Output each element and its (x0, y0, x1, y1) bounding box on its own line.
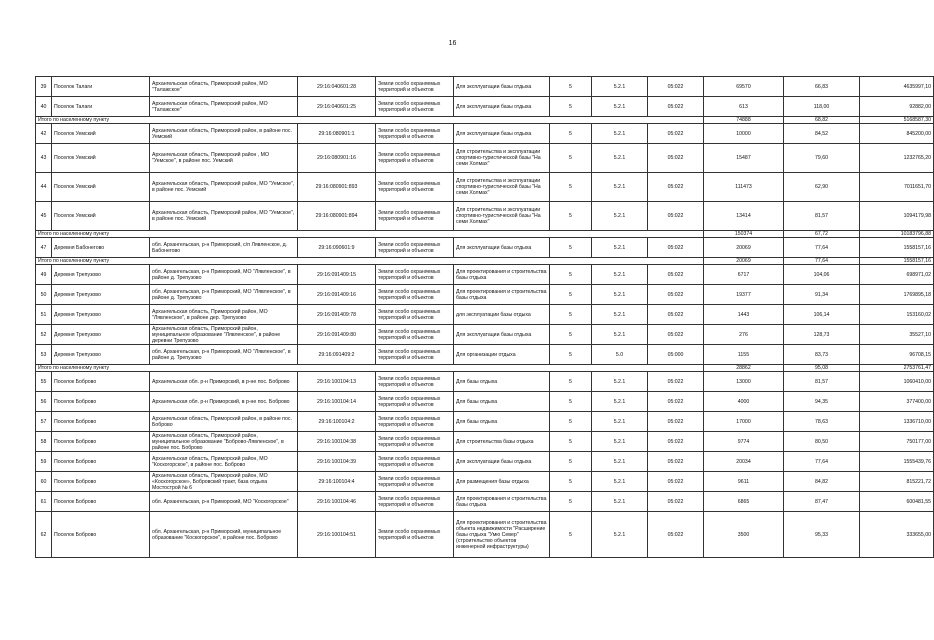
land-category-cell: Земли особо охраняемых территорий и объектов (376, 412, 454, 432)
land-category-cell: Земли особо охраняемых территорий и объектов (376, 325, 454, 345)
row-number-cell: 53 (36, 345, 52, 365)
cadastral-value-cell: 96708,15 (860, 345, 934, 365)
specific-value-cell: 106,14 (784, 305, 860, 325)
row-number-cell: 58 (36, 432, 52, 452)
cadastral-value-cell: 1555439,76 (860, 452, 934, 472)
land-category-cell: Земли особо охраняемых территорий и объектов (376, 202, 454, 231)
row-number-cell: 55 (36, 372, 52, 392)
row-number-cell: 45 (36, 202, 52, 231)
address-cell: обл. Архангельская, р-н Приморский, МО "Лявленское", в районе д. Трепузово (150, 285, 298, 305)
table-row (36, 238, 934, 258)
area-cell: 13414 (704, 202, 784, 231)
cadastral-number-cell: 29:16:100104:39 (298, 452, 376, 472)
area-cell: 20034 (704, 452, 784, 472)
code-cell: 5.2.1 (592, 202, 648, 231)
row-number-cell: 57 (36, 412, 52, 432)
row-number-cell: 51 (36, 305, 52, 325)
area-cell: 613 (704, 97, 784, 117)
cadastral-value-cell: 377400,00 (860, 392, 934, 412)
group-cell: 5 (550, 285, 592, 305)
specific-value-cell: 81,57 (784, 202, 860, 231)
subgroup-cell: 05:022 (648, 432, 704, 452)
settlement-cell: Деревня Трепузово (52, 345, 150, 365)
code-cell: 5.2.1 (592, 372, 648, 392)
row-number-cell: 39 (36, 77, 52, 97)
subtotal-cadastral-value: 2753761,47 (860, 365, 934, 372)
address-cell: обл. Архангельская, р-н Приморский, с/п Лявленское, д. Бабонегово (150, 238, 298, 258)
specific-value-cell: 84,82 (784, 472, 860, 492)
table-row (36, 452, 934, 472)
area-cell: 111473 (704, 173, 784, 202)
group-cell: 5 (550, 345, 592, 365)
land-category-cell: Земли особо охраняемых территорий и объектов (376, 97, 454, 117)
row-number-cell: 44 (36, 173, 52, 202)
cadastral-value-cell: 153160,02 (860, 305, 934, 325)
group-cell: 5 (550, 238, 592, 258)
code-cell: 5.2.1 (592, 325, 648, 345)
cadastral-number-cell: 29:16:091409:78 (298, 305, 376, 325)
table-row (36, 345, 934, 365)
cadastral-number-cell: 29:16:080901:894 (298, 202, 376, 231)
cadastral-value-cell: 92882,00 (860, 97, 934, 117)
land-category-cell: Земли особо охраняемых территорий и объектов (376, 512, 454, 558)
address-cell: Архангельская область, Приморский район, МО "Коскогорское", в районе пос. Боброво (150, 452, 298, 472)
settlement-cell: Поселок Уемский (52, 124, 150, 144)
permitted-use-cell: Для эксплуатации базы отдыха (454, 452, 550, 472)
subtotal-specific-value: 95,08 (784, 365, 860, 372)
code-cell: 5.2.1 (592, 97, 648, 117)
cadastral-number-cell: 29:16:091409:80 (298, 325, 376, 345)
subgroup-cell: 05:022 (648, 452, 704, 472)
code-cell: 5.0 (592, 345, 648, 365)
group-cell: 5 (550, 512, 592, 558)
cadastral-table (35, 76, 934, 558)
cadastral-value-cell: 815221,72 (860, 472, 934, 492)
table-row (36, 305, 934, 325)
land-category-cell: Земли особо охраняемых территорий и объектов (376, 372, 454, 392)
subtotal-row (36, 365, 934, 372)
land-category-cell: Земли особо охраняемых территорий и объектов (376, 144, 454, 173)
subgroup-cell: 05:022 (648, 305, 704, 325)
subtotal-area: 74888 (704, 117, 784, 124)
group-cell: 5 (550, 144, 592, 173)
cadastral-value-cell: 698971,02 (860, 265, 934, 285)
permitted-use-cell: Для проектирования и строительства базы отдыха (454, 492, 550, 512)
subtotal-cadastral-value: 1558157,16 (860, 258, 934, 265)
settlement-cell: Деревня Трепузово (52, 265, 150, 285)
permitted-use-cell: Для эксплуатации базы отдыха (454, 97, 550, 117)
address-cell: Архангельская область, Приморский район, в районе пос. Уемский (150, 124, 298, 144)
land-category-cell: Земли особо охраняемых территорий и объектов (376, 392, 454, 412)
area-cell: 1443 (704, 305, 784, 325)
settlement-cell: Поселок Боброво (52, 372, 150, 392)
cadastral-value-cell: 750177,00 (860, 432, 934, 452)
subtotal-cadastral-value: 5168587,30 (860, 117, 934, 124)
permitted-use-cell: Для базы отдыха (454, 392, 550, 412)
subgroup-cell: 05:022 (648, 372, 704, 392)
table-row (36, 372, 934, 392)
cadastral-value-cell: 1336710,00 (860, 412, 934, 432)
cadastral-value-cell: 1558157,16 (860, 238, 934, 258)
subtotal-row (36, 231, 934, 238)
settlement-cell: Поселок Талаги (52, 77, 150, 97)
settlement-cell: Поселок Боброво (52, 412, 150, 432)
settlement-cell: Поселок Боброво (52, 512, 150, 558)
settlement-cell: Деревня Трепузово (52, 285, 150, 305)
row-number-cell: 40 (36, 97, 52, 117)
table-row (36, 97, 934, 117)
specific-value-cell: 84,52 (784, 124, 860, 144)
table-row (36, 412, 934, 432)
code-cell: 5.2.1 (592, 492, 648, 512)
code-cell: 5.2.1 (592, 285, 648, 305)
land-category-cell: Земли особо охраняемых территорий и объектов (376, 492, 454, 512)
cadastral-number-cell: 29:16:080901:1 (298, 124, 376, 144)
permitted-use-cell: Для размещения базы отдыха (454, 472, 550, 492)
code-cell: 5.2.1 (592, 173, 648, 202)
address-cell: Архангельская область, Приморский район, муниципальное образование "Лявленское", в районе деревни Трепузово (150, 325, 298, 345)
subgroup-cell: 05:022 (648, 285, 704, 305)
group-cell: 5 (550, 305, 592, 325)
specific-value-cell: 66,83 (784, 77, 860, 97)
subgroup-cell: 05:022 (648, 472, 704, 492)
table-row (36, 492, 934, 512)
group-cell: 5 (550, 77, 592, 97)
subgroup-cell: 05:022 (648, 492, 704, 512)
area-cell: 15487 (704, 144, 784, 173)
subtotal-area: 20069 (704, 258, 784, 265)
specific-value-cell: 94,35 (784, 392, 860, 412)
group-cell: 5 (550, 124, 592, 144)
subtotal-specific-value: 68,82 (784, 117, 860, 124)
cadastral-value-cell: 1094179,98 (860, 202, 934, 231)
specific-value-cell: 77,64 (784, 238, 860, 258)
land-category-cell: Земли особо охраняемых территорий и объектов (376, 124, 454, 144)
cadastral-value-cell: 1060410,00 (860, 372, 934, 392)
cadastral-number-cell: 29:16:100104:13 (298, 372, 376, 392)
settlement-cell: Поселок Боброво (52, 472, 150, 492)
subtotal-area: 150374 (704, 231, 784, 238)
permitted-use-cell: Для строительства и эксплуатации спортивно-туристической базы "На семи Холмах" (454, 144, 550, 173)
row-number-cell: 49 (36, 265, 52, 285)
table-row (36, 512, 934, 558)
cadastral-number-cell: 29:16:040601:28 (298, 77, 376, 97)
table-row (36, 325, 934, 345)
cadastral-number-cell: 29:16:100104:2 (298, 412, 376, 432)
row-number-cell: 56 (36, 392, 52, 412)
cadastral-value-cell: 35527,10 (860, 325, 934, 345)
table-row (36, 77, 934, 97)
settlement-cell: Поселок Талаги (52, 97, 150, 117)
row-number-cell: 59 (36, 452, 52, 472)
permitted-use-cell: Для базы отдыха (454, 412, 550, 432)
area-cell: 9611 (704, 472, 784, 492)
subgroup-cell: 05:022 (648, 412, 704, 432)
cadastral-number-cell: 29:16:100104:38 (298, 432, 376, 452)
table-row (36, 432, 934, 452)
land-category-cell: Земли особо охраняемых территорий и объектов (376, 305, 454, 325)
area-cell: 3500 (704, 512, 784, 558)
permitted-use-cell: Для эксплуатации базы отдыха (454, 124, 550, 144)
subgroup-cell: 05:022 (648, 144, 704, 173)
permitted-use-cell: Для строительства и эксплуатации спортивно-туристической базы "На семи Холмах" (454, 202, 550, 231)
address-cell: Архангельская область, Приморский район, МО "Уемское", в районе пос. Уемский (150, 202, 298, 231)
address-cell: Архангельская область, Приморский район , МО "Уемское", в районе пос. Уемский (150, 144, 298, 173)
row-number-cell: 50 (36, 285, 52, 305)
cadastral-value-cell: 600481,55 (860, 492, 934, 512)
group-cell: 5 (550, 412, 592, 432)
subgroup-cell: 05:022 (648, 392, 704, 412)
cadastral-value-cell: 845200,00 (860, 124, 934, 144)
cadastral-number-cell: 29:16:091409:15 (298, 265, 376, 285)
specific-value-cell: 87,47 (784, 492, 860, 512)
code-cell: 5.2.1 (592, 392, 648, 412)
specific-value-cell: 128,73 (784, 325, 860, 345)
address-cell: Архангельская обл. р-н Приморский, в р-не пос. Боброво (150, 392, 298, 412)
area-cell: 20069 (704, 238, 784, 258)
cadastral-value-cell: 7011651,70 (860, 173, 934, 202)
land-category-cell: Земли особо охраняемых территорий и объектов (376, 472, 454, 492)
permitted-use-cell: Для эксплуатации базы отдыха (454, 325, 550, 345)
subgroup-cell: 05:022 (648, 202, 704, 231)
area-cell: 17000 (704, 412, 784, 432)
group-cell: 5 (550, 202, 592, 231)
permitted-use-cell: Для организации отдыха (454, 345, 550, 365)
land-category-cell: Земли особо охраняемых территорий и объектов (376, 77, 454, 97)
address-cell: Архангельская область, Приморский район, в районе пос. Боброво (150, 412, 298, 432)
table-row (36, 173, 934, 202)
address-cell: обл. Архангельская, р-н Приморский, МО "Лявленское", в районе д. Трепузово (150, 345, 298, 365)
specific-value-cell: 83,73 (784, 345, 860, 365)
permitted-use-cell: Для проектирования и строительства базы отдыха (454, 265, 550, 285)
subgroup-cell: 05:022 (648, 325, 704, 345)
cadastral-number-cell: 29:16:091409:16 (298, 285, 376, 305)
area-cell: 276 (704, 325, 784, 345)
land-category-cell: Земли особо охраняемых территорий и объектов (376, 285, 454, 305)
subtotal-area: 28862 (704, 365, 784, 372)
specific-value-cell: 62,90 (784, 173, 860, 202)
group-cell: 5 (550, 432, 592, 452)
subtotal-row (36, 258, 934, 265)
cadastral-number-cell: 29:16:100104:46 (298, 492, 376, 512)
code-cell: 5.2.1 (592, 144, 648, 173)
table-row (36, 124, 934, 144)
group-cell: 5 (550, 472, 592, 492)
specific-value-cell: 79,60 (784, 144, 860, 173)
address-cell: Архангельская обл. р-н Приморский, в р-не пос. Боброво (150, 372, 298, 392)
subgroup-cell: 05:022 (648, 512, 704, 558)
group-cell: 5 (550, 173, 592, 202)
permitted-use-cell: Для эксплуатации базы отдыха (454, 238, 550, 258)
code-cell: 5.2.1 (592, 472, 648, 492)
cadastral-number-cell: 29:16:100104:51 (298, 512, 376, 558)
settlement-cell: Поселок Боброво (52, 432, 150, 452)
land-category-cell: Земли особо охраняемых территорий и объектов (376, 265, 454, 285)
cadastral-value-cell: 1232765,20 (860, 144, 934, 173)
settlement-cell: Поселок Боброво (52, 392, 150, 412)
area-cell: 19377 (704, 285, 784, 305)
settlement-cell: Деревня Трепузово (52, 325, 150, 345)
specific-value-cell: 118,00 (784, 97, 860, 117)
area-cell: 1155 (704, 345, 784, 365)
code-cell: 5.2.1 (592, 452, 648, 472)
subtotal-label: Итого по населенному пункту (36, 117, 704, 124)
settlement-cell: Поселок Боброво (52, 492, 150, 512)
permitted-use-cell: Для строительства и эксплуатации спортивно-туристической базы "На семи Холмах" (454, 173, 550, 202)
subgroup-cell: 05:022 (648, 97, 704, 117)
cadastral-number-cell: 29:16:080901:893 (298, 173, 376, 202)
permitted-use-cell: Для проектирования и строительства объекта недвижимости "Расширение базы отдыха "Умю Север" (строительство объектов инженерной инфраструктуры) (454, 512, 550, 558)
area-cell: 6865 (704, 492, 784, 512)
address-cell: Архангельская область, Приморский район, МО "Талажское" (150, 77, 298, 97)
cadastral-number-cell: 29:16:100104:4 (298, 472, 376, 492)
subtotal-label: Итого по населенному пункту (36, 258, 704, 265)
permitted-use-cell: Для эксплуатации базы отдыха (454, 77, 550, 97)
area-cell: 6717 (704, 265, 784, 285)
specific-value-cell: 104,06 (784, 265, 860, 285)
specific-value-cell: 81,57 (784, 372, 860, 392)
subgroup-cell: 05:022 (648, 173, 704, 202)
address-cell: Архангельская область, Приморский район, МО "Лявленское", в районе дер. Трепузово (150, 305, 298, 325)
address-cell: Архангельская область, Приморский район, МО "Талажское" (150, 97, 298, 117)
cadastral-value-cell: 333655,00 (860, 512, 934, 558)
land-category-cell: Земли особо охраняемых территорий и объектов (376, 173, 454, 202)
permitted-use-cell: Для проектирования и строительства базы отдыха (454, 285, 550, 305)
settlement-cell: Поселок Уемский (52, 202, 150, 231)
subgroup-cell: 05:022 (648, 265, 704, 285)
subtotal-specific-value: 77,64 (784, 258, 860, 265)
specific-value-cell: 78,63 (784, 412, 860, 432)
subtotal-specific-value: 67,72 (784, 231, 860, 238)
cadastral-value-cell: 1769895,18 (860, 285, 934, 305)
land-category-cell: Земли особо охраняемых территорий и объектов (376, 345, 454, 365)
settlement-cell: Поселок Боброво (52, 452, 150, 472)
code-cell: 5.2.1 (592, 124, 648, 144)
settlement-cell: Поселок Уемский (52, 144, 150, 173)
permitted-use-cell: Для базы отдыха (454, 372, 550, 392)
cadastral-number-cell: 29:16:091409:2 (298, 345, 376, 365)
address-cell: Архангельская область, Приморский район, муниципальное образование "Боброво-Лявленское", в районе пос. Боброво (150, 432, 298, 452)
subgroup-cell: 05:022 (648, 77, 704, 97)
cadastral-number-cell: 29:16:080901:16 (298, 144, 376, 173)
settlement-cell: Деревня Трепузово (52, 305, 150, 325)
permitted-use-cell: Для строительства базы отдыха (454, 432, 550, 452)
area-cell: 10000 (704, 124, 784, 144)
code-cell: 5.2.1 (592, 265, 648, 285)
subgroup-cell: 05:000 (648, 345, 704, 365)
area-cell: 9774 (704, 432, 784, 452)
code-cell: 5.2.1 (592, 305, 648, 325)
cadastral-number-cell: 29:16:040601:25 (298, 97, 376, 117)
row-number-cell: 62 (36, 512, 52, 558)
address-cell: Архангельская область, Приморский район, МО «Коскогорское», Бобровский тракт, база отдыха Мостострой № 6 (150, 472, 298, 492)
code-cell: 5.2.1 (592, 412, 648, 432)
subtotal-cadastral-value: 10183796,88 (860, 231, 934, 238)
group-cell: 5 (550, 97, 592, 117)
subtotal-label: Итого по населенному пункту (36, 231, 704, 238)
table-row (36, 202, 934, 231)
address-cell: обл. Архангельская, р-н Приморский, муниципальное образование "Коскогорское", в районе пос. Боброво (150, 512, 298, 558)
cadastral-number-cell: 29:16:100104:14 (298, 392, 376, 412)
table-row (36, 285, 934, 305)
subtotal-row (36, 117, 934, 124)
table-row (36, 392, 934, 412)
table-row (36, 472, 934, 492)
settlement-cell: Поселок Уемский (52, 173, 150, 202)
address-cell: обл. Архангельская, р-н Приморский, МО "Коскогорское" (150, 492, 298, 512)
cadastral-value-cell: 4635997,10 (860, 77, 934, 97)
address-cell: обл. Архангельская, р-н Приморский, МО "Лявленское", в районе д. Трепузово (150, 265, 298, 285)
code-cell: 5.2.1 (592, 238, 648, 258)
cadastral-number-cell: 29:16:090601:9 (298, 238, 376, 258)
specific-value-cell: 80,50 (784, 432, 860, 452)
row-number-cell: 60 (36, 472, 52, 492)
row-number-cell: 43 (36, 144, 52, 173)
area-cell: 69570 (704, 77, 784, 97)
settlement-cell: Деревня Бабонегово (52, 238, 150, 258)
address-cell: Архангельская область, Приморский район, МО "Уемское", в районе пос. Уемский (150, 173, 298, 202)
group-cell: 5 (550, 265, 592, 285)
group-cell: 5 (550, 325, 592, 345)
specific-value-cell: 91,34 (784, 285, 860, 305)
subgroup-cell: 05:022 (648, 124, 704, 144)
code-cell: 5.2.1 (592, 432, 648, 452)
area-cell: 13000 (704, 372, 784, 392)
group-cell: 5 (550, 392, 592, 412)
row-number-cell: 47 (36, 238, 52, 258)
subgroup-cell: 05:022 (648, 238, 704, 258)
table-row (36, 265, 934, 285)
specific-value-cell: 77,64 (784, 452, 860, 472)
permitted-use-cell: для эксплуатации базы отдыха (454, 305, 550, 325)
row-number-cell: 52 (36, 325, 52, 345)
group-cell: 5 (550, 452, 592, 472)
land-category-cell: Земли особо охраняемых территорий и объектов (376, 452, 454, 472)
group-cell: 5 (550, 372, 592, 392)
land-category-cell: Земли особо охраняемых территорий и объектов (376, 238, 454, 258)
row-number-cell: 42 (36, 124, 52, 144)
code-cell: 5.2.1 (592, 512, 648, 558)
code-cell: 5.2.1 (592, 77, 648, 97)
area-cell: 4000 (704, 392, 784, 412)
table-row (36, 144, 934, 173)
land-category-cell: Земли особо охраняемых территорий и объектов (376, 432, 454, 452)
subtotal-label: Итого по населенному пункту (36, 365, 704, 372)
page-number: 16 (448, 40, 457, 47)
specific-value-cell: 95,33 (784, 512, 860, 558)
row-number-cell: 61 (36, 492, 52, 512)
group-cell: 5 (550, 492, 592, 512)
